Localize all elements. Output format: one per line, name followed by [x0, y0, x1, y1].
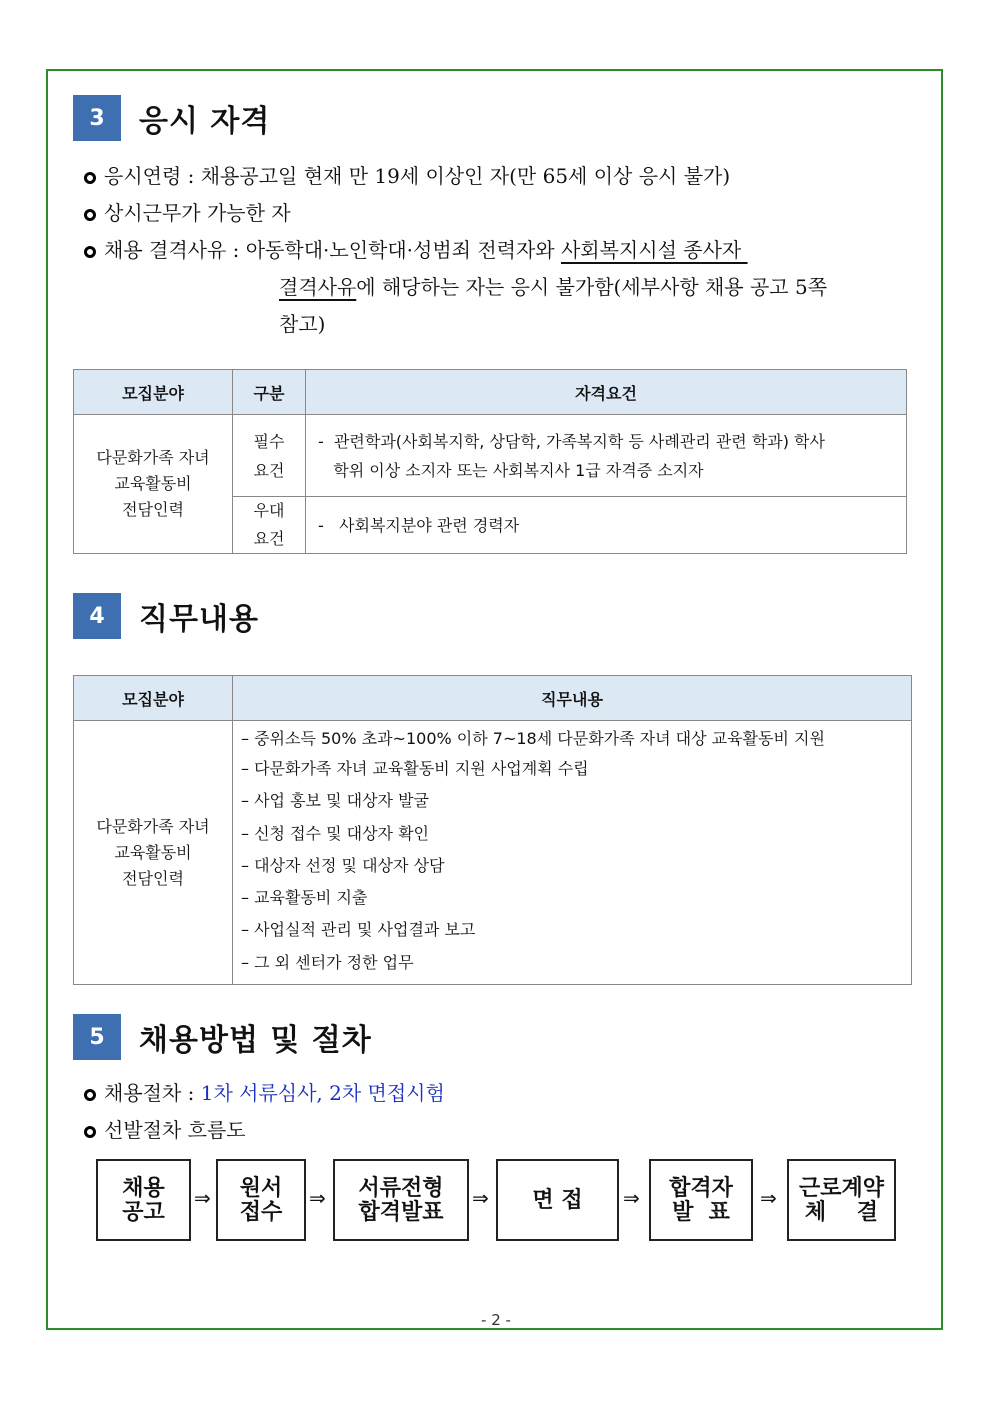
preferred-text: - 사회복지분야 관련 경력자 — [306, 497, 907, 554]
header-requirements: 자격요건 — [306, 370, 907, 415]
flow-arrow-icon: ⇒ — [472, 1186, 489, 1210]
circle-bullet-icon — [84, 209, 96, 221]
flow-arrow-icon: ⇒ — [194, 1186, 211, 1210]
required-text: - 관련학과(사회복지학, 상담학, 가족복지학 등 사례관리 관련 학과) 학사 학위 이상 소지자 또는 사회복지사 1급 자격증 소지자 — [306, 415, 907, 497]
list-item: – 다문화가족 자녀 교육활동비 지원 사업계획 수립 — [241, 759, 589, 778]
circle-bullet-icon — [84, 1126, 96, 1138]
flow-step-announcement: 채용 공고 — [96, 1159, 191, 1241]
required-label: 필수 요건 — [233, 415, 306, 497]
list-item: – 신청 접수 및 대상자 확인 — [241, 823, 429, 843]
disqualification-line-2: 결격사유에 해당하는 자는 응시 불가함(세부사항 채용 공고 5쪽 — [279, 275, 828, 299]
list-item: – 사업 홍보 및 대상자 발굴 — [241, 791, 429, 811]
duties-list — [233, 721, 912, 985]
header-field: 모집분야 — [74, 676, 233, 721]
header-duties: 직무내용 — [233, 676, 912, 721]
circle-bullet-icon — [84, 246, 96, 258]
section-5-heading — [73, 1014, 372, 1060]
flow-step-interview: 면 접 — [496, 1159, 619, 1241]
circle-bullet-icon — [84, 1089, 96, 1101]
section-title: 채용방법 및 절차 — [139, 1023, 372, 1058]
list-item: – 중위소득 50% 초과~100% 이하 7~18세 다문화가족 자녀 대상 교육활동비 지원 — [241, 729, 825, 748]
flow-step-contract: 근로계약 체 결 — [787, 1159, 896, 1241]
page-number: - 2 - — [481, 1311, 511, 1329]
duties-table — [73, 675, 912, 985]
field-cell: 다문화가족 자녀 교육활동비 전담인력 — [74, 415, 233, 554]
flow-arrow-icon: ⇒ — [760, 1186, 777, 1210]
disqualification-line-3: 참고) — [279, 312, 326, 336]
header-field: 모집분야 — [74, 370, 233, 415]
preferred-label: 우대 요건 — [233, 497, 306, 554]
bullet-disqualification: 채용 결격사유 : 아동학대·노인학대·성범죄 전력자와 사회복지시설 종사자 — [84, 236, 748, 264]
flow-arrow-icon: ⇒ — [623, 1186, 640, 1210]
section-title: 직무내용 — [139, 602, 259, 637]
section-number: 5 — [73, 1014, 121, 1060]
circle-bullet-icon — [84, 172, 96, 184]
list-item: – 대상자 선정 및 대상자 상담 — [241, 855, 445, 875]
section-number: 4 — [73, 593, 121, 639]
flow-step-application: 원서 접수 — [216, 1159, 306, 1241]
flow-step-document-result: 서류전형 합격발표 — [333, 1159, 469, 1241]
list-item: – 그 외 센터가 정한 업무 — [241, 952, 414, 972]
list-item: – 사업실적 관리 및 사업결과 보고 — [241, 920, 476, 940]
bullet-procedure: 채용절차 : 1차 서류심사, 2차 면접시험 — [84, 1079, 445, 1107]
field-cell: 다문화가족 자녀 교육활동비 전담인력 — [74, 721, 233, 985]
section-3-heading — [73, 95, 270, 141]
header-category: 구분 — [233, 370, 306, 415]
flow-step-final-result: 합격자 발 표 — [649, 1159, 753, 1241]
bullet-fulltime: 상시근무가 가능한 자 — [84, 199, 291, 227]
flow-arrow-icon: ⇒ — [309, 1186, 326, 1210]
section-number: 3 — [73, 95, 121, 141]
bullet-flow-label: 선발절차 흐름도 — [84, 1116, 246, 1144]
bullet-age: 응시연령 : 채용공고일 현재 만 19세 이상인 자(만 65세 이상 응시 불가) — [84, 162, 730, 190]
list-item: – 교육활동비 지출 — [241, 888, 368, 908]
section-title: 응시 자격 — [139, 104, 271, 139]
qualification-table — [73, 369, 907, 554]
section-4-heading — [73, 593, 259, 639]
